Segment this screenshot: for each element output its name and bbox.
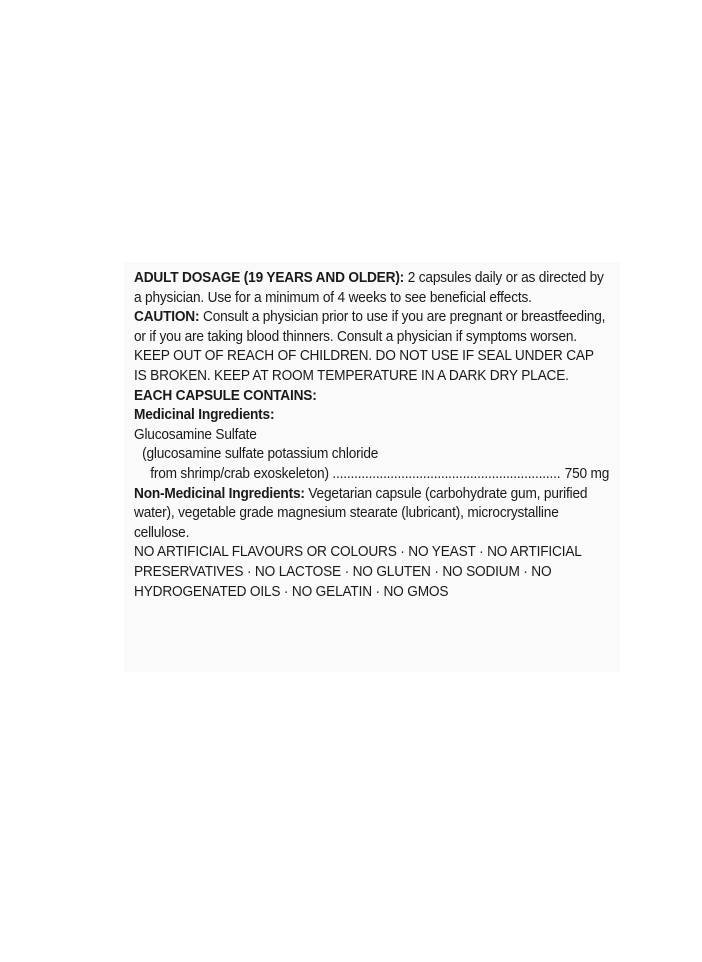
medicinal-heading: Medicinal Ingredients: bbox=[134, 406, 275, 424]
dot-leader bbox=[332, 464, 561, 484]
contents-heading: EACH CAPSULE CONTAINS: bbox=[134, 386, 317, 404]
warning-paragraph: KEEP OUT OF REACH OF CHILDREN. DO NOT USE IF SEAL UNDER CAP IS BROKEN. KEEP AT ROOM TEMPERATURE IN A DARK DRY PLACE. bbox=[134, 347, 594, 384]
non-medicinal-text: Vegetarian capsule (carbohydrate gum, purified water), vegetable grade magnesium stearate (lubricant), microcrystalline cellulose. bbox=[134, 484, 588, 541]
ingredient-source-line1: (glucosamine sulfate potassium chloride bbox=[142, 445, 379, 463]
caution-text: Consult a physician prior to use if you are pregnant or breastfeeding, or if you are taking blood thinners. Consult a physician if symptoms worsen. bbox=[134, 308, 606, 345]
ingredient-name: Glucosamine Sulfate bbox=[134, 425, 257, 443]
free-from-paragraph: NO ARTIFICIAL FLAVOURS OR COLOURS · NO YEAST · NO ARTIFICIAL PRESERVATIVES · NO LACTOSE · NO GLUTEN · NO SODIUM · NO HYDROGENATED OILS · NO GELATIN · NO GMOS bbox=[134, 543, 582, 600]
ingredient-source-text: from shrimp/crab exoskeleton) bbox=[150, 464, 329, 482]
caution-heading: CAUTION: bbox=[134, 308, 200, 326]
dosage-paragraph bbox=[134, 268, 609, 307]
label-text bbox=[134, 268, 609, 601]
ingredient-amount: 750 mg bbox=[564, 464, 610, 482]
non-medicinal-paragraph bbox=[134, 484, 609, 543]
non-medicinal-heading: Non-Medicinal Ingredients: bbox=[134, 484, 305, 502]
caution-paragraph bbox=[134, 307, 609, 346]
dosage-text: 2 capsules daily or as directed by a physician. Use for a minimum of 4 weeks to see beneficial effects. bbox=[134, 269, 604, 306]
ingredient-source-line2 bbox=[134, 464, 609, 484]
dosage-heading: ADULT DOSAGE (19 YEARS AND OLDER): bbox=[134, 269, 405, 286]
